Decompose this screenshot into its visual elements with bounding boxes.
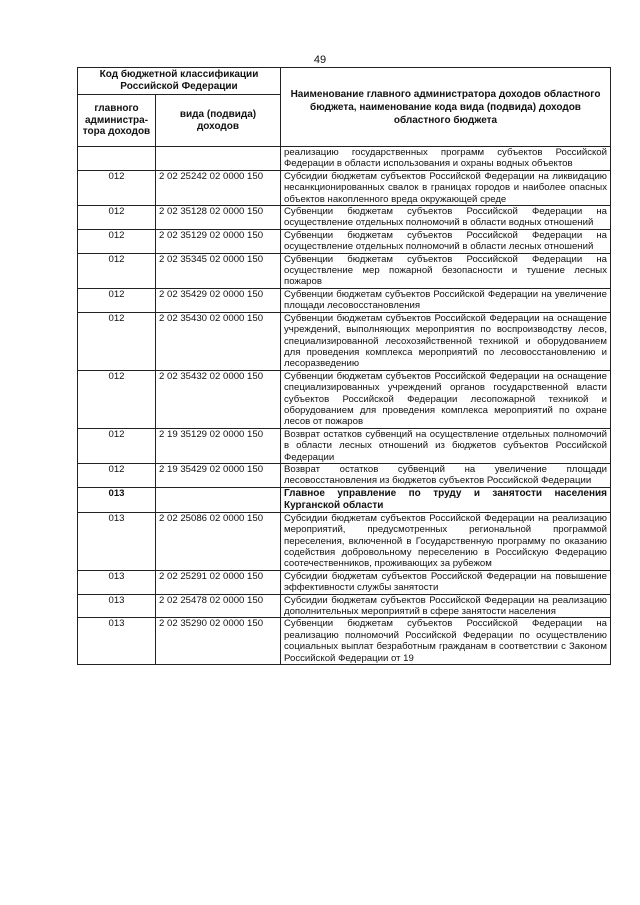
income-code-cell: 2 02 25291 02 0000 150	[156, 570, 281, 594]
table-row	[78, 594, 611, 618]
admin-code-cell: 012	[78, 370, 156, 428]
admin-code-cell: 013	[78, 594, 156, 618]
name-cell: Субвенции бюджетам субъектов Российской Федерации на осуществление отдельных полномочий в области водных отношений	[281, 206, 611, 230]
table-row	[78, 253, 611, 288]
name-cell: Субвенции бюджетам субъектов Российской Федерации на оснащение специализированных учреждений органов государственной власти субъектов Российской Федерации лесопожарной техникой и оборудованием для проведения комплекса мероприятий по охране лесов от пожаров	[281, 370, 611, 428]
table-row	[78, 463, 611, 487]
income-code-cell: 2 02 25478 02 0000 150	[156, 594, 281, 618]
admin-code-cell: 013	[78, 487, 156, 512]
income-code-cell: 2 02 35429 02 0000 150	[156, 288, 281, 312]
header-code-group: Код бюджетной классификации Российской Федерации	[78, 68, 281, 95]
name-cell: Возврат остатков субвенций на увеличение площади лесовосстановления из бюджетов субъектов Российской Федерации	[281, 463, 611, 487]
admin-code-cell: 013	[78, 570, 156, 594]
income-code-cell: 2 02 35432 02 0000 150	[156, 370, 281, 428]
table-row	[78, 618, 611, 665]
income-code-cell: 2 02 35345 02 0000 150	[156, 253, 281, 288]
income-code-cell: 2 02 25086 02 0000 150	[156, 512, 281, 570]
income-code-cell: 2 02 35129 02 0000 150	[156, 229, 281, 253]
table-row	[78, 428, 611, 463]
admin-code-cell: 012	[78, 288, 156, 312]
admin-code-cell: 012	[78, 463, 156, 487]
name-cell: Субсидии бюджетам субъектов Российской Федерации на ликвидацию несанкционированных свалок в границах городов и наиболее опасных объектов накопленного вреда окружающей среде	[281, 170, 611, 205]
name-cell: Субвенции бюджетам субъектов Российской Федерации на реализацию полномочий Российской Федерации по осуществлению социальных выплат безработным гражданам в соответствии с Законом Российской Федерации от 19	[281, 618, 611, 665]
admin-code-cell: 012	[78, 170, 156, 205]
table-row	[78, 147, 611, 171]
name-cell: Главное управление по труду и занятости населения Курганской области	[281, 487, 611, 512]
name-cell: Субсидии бюджетам субъектов Российской Федерации на повышение эффективности службы занятости	[281, 570, 611, 594]
income-code-cell: 2 02 35128 02 0000 150	[156, 206, 281, 230]
header-name: Наименование главного администратора доходов областного бюджета, наименование кода вида (подвида) доходов областного бюджета	[281, 68, 611, 147]
table-row	[78, 170, 611, 205]
table-row	[78, 206, 611, 230]
budget-classification-table	[77, 67, 611, 665]
income-code-cell: 2 02 25242 02 0000 150	[156, 170, 281, 205]
admin-code-cell: 013	[78, 618, 156, 665]
admin-code-cell: 012	[78, 229, 156, 253]
income-code-cell: 2 02 35430 02 0000 150	[156, 312, 281, 370]
table-row	[78, 512, 611, 570]
admin-code-cell	[78, 147, 156, 171]
name-cell: Субвенции бюджетам субъектов Российской Федерации на осуществление мер пожарной безопасности и тушение лесных пожаров	[281, 253, 611, 288]
admin-code-cell: 012	[78, 206, 156, 230]
table-row	[78, 570, 611, 594]
table-row	[78, 370, 611, 428]
admin-code-cell: 012	[78, 428, 156, 463]
header-admin: главного администра-тора доходов	[78, 95, 156, 147]
page-number: 49	[313, 54, 327, 66]
admin-code-cell: 013	[78, 512, 156, 570]
table-row	[78, 312, 611, 370]
income-code-cell	[156, 487, 281, 512]
income-code-cell: 2 19 35129 02 0000 150	[156, 428, 281, 463]
name-cell: Субвенции бюджетам субъектов Российской Федерации на увеличение площади лесовосстановления	[281, 288, 611, 312]
name-cell: реализацию государственных программ субъектов Российской Федерации в области использования и охраны водных объектов	[281, 147, 611, 171]
name-cell: Субсидии бюджетам субъектов Российской Федерации на реализацию дополнительных мероприятий в сфере занятости населения	[281, 594, 611, 618]
section-row	[78, 487, 611, 512]
name-cell: Субвенции бюджетам субъектов Российской Федерации на осуществление отдельных полномочий в области лесных отношений	[281, 229, 611, 253]
income-code-cell: 2 19 35429 02 0000 150	[156, 463, 281, 487]
table-row	[78, 288, 611, 312]
name-cell: Субвенции бюджетам субъектов Российской Федерации на оснащение учреждений, выполняющих мероприятия по воспроизводству лесов, специализированной лесохозяйственной техникой и оборудованием для проведения комплекса мероприятий по лесовосстановлению и лесоразведению	[281, 312, 611, 370]
admin-code-cell: 012	[78, 312, 156, 370]
name-cell: Возврат остатков субвенций на осуществление отдельных полномочий в области лесных отношений из бюджетов субъектов Российской Федерации	[281, 428, 611, 463]
admin-code-cell: 012	[78, 253, 156, 288]
table-row	[78, 229, 611, 253]
income-code-cell	[156, 147, 281, 171]
name-cell: Субсидии бюджетам субъектов Российской Федерации на реализацию мероприятий, предусмотренных региональной программой переселения, включенной в Государственную программу по оказанию содействия добровольному переселению в Российскую Федерацию соотечественников, проживающих за рубежом	[281, 512, 611, 570]
income-code-cell: 2 02 35290 02 0000 150	[156, 618, 281, 665]
header-kind: вида (подвида) доходов	[156, 95, 281, 147]
